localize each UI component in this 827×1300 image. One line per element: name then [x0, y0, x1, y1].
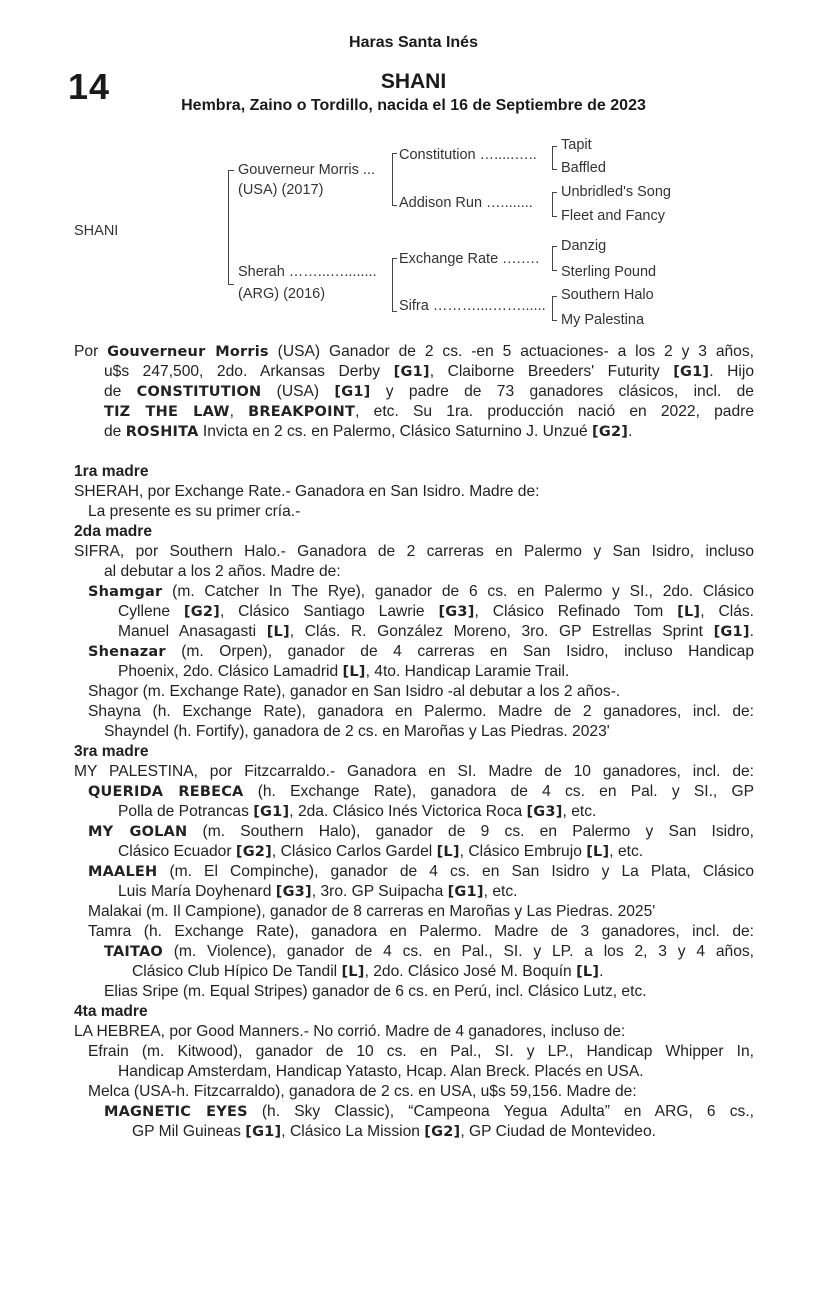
- produce-line: Cyllene [G2], Clásico Santiago Lawrie [G3], Clásico Refinado Tom [L], Clás.: [118, 603, 755, 620]
- produce-line: Luis María Doyhenard [G3], 3ro. GP Suipacha [G1], etc.: [118, 883, 518, 900]
- pedigree-gen3-1: Tapit: [561, 137, 592, 153]
- sire-line: u$s 247,500, 2do. Arkansas Derby [G1], Claiborne Breeders' Futurity [G1]. Hijo: [104, 363, 754, 380]
- bracket-line: [552, 216, 557, 217]
- dam-line: La presente es su primer cría.-: [88, 503, 301, 520]
- pedigree-dam-sire: Exchange Rate ….….: [399, 251, 540, 267]
- produce-line: Shayndel (h. Fortify), ganadora de 2 cs. en Maroñas y Las Piedras. 2023': [104, 723, 610, 740]
- sire-paragraph: [74, 342, 754, 442]
- first-dam-heading: 1ra madre: [74, 463, 149, 480]
- bracket-line: [552, 246, 553, 271]
- produce-line: Efrain (m. Kitwood), ganador de 10 cs. en Pal., SI. y LP., Handicap Whipper In,: [88, 1043, 754, 1060]
- bracket-line: [392, 153, 393, 206]
- produce-line: Shamgar (m. Catcher In The Rye), ganador de 6 cs. en Palermo y SI., 2do. Clásico: [88, 583, 754, 600]
- produce-line: Melca (USA-h. Fitzcarraldo), ganadora de 2 cs. en USA, u$s 59,156. Madre de:: [88, 1083, 637, 1100]
- produce-line: Clásico Ecuador [G2], Clásico Carlos Gardel [L], Clásico Embrujo [L], etc.: [118, 843, 644, 860]
- pedigree-gen3-2: Baffled: [561, 160, 606, 176]
- bracket-line: [228, 170, 229, 285]
- horse-description: Hembra, Zaino o Tordillo, nacida el 16 de Septiembre de 2023: [181, 97, 646, 114]
- fourth-dam-heading: 4ta madre: [74, 1003, 148, 1020]
- bracket-line: [228, 284, 234, 285]
- pedigree-sire-origin: (USA) (2017): [238, 182, 324, 198]
- produce-line: Phoenix, 2do. Clásico Lamadrid [L], 4to. Handicap Laramie Trail.: [118, 663, 570, 680]
- produce-line: MY GOLAN (m. Southern Halo), ganador de 9 cs. en Palermo y San Isidro,: [88, 823, 754, 840]
- dam-line: LA HEBREA, por Good Manners.- No corrió. Madre de 4 ganadores, incluso de:: [74, 1023, 626, 1040]
- bracket-line: [392, 153, 397, 154]
- dam-line: SHERAH, por Exchange Rate.- Ganadora en San Isidro. Madre de:: [74, 483, 540, 500]
- produce-line: Shenazar (m. Orpen), ganador de 4 carreras en San Isidro, incluso Handicap: [88, 643, 754, 660]
- produce-line: Clásico Club Hípico De Tandil [L], 2do. Clásico José M. Boquín [L].: [132, 963, 604, 980]
- produce-line: Manuel Anasagasti [L], Clás. R. González Moreno, 3ro. GP Estrellas Sprint [G1].: [118, 623, 754, 640]
- produce-line: Polla de Potrancas [G1], 2da. Clásico Inés Victorica Roca [G3], etc.: [118, 803, 597, 820]
- pedigree-gen3-4: Fleet and Fancy: [561, 208, 665, 224]
- sire-line: TIZ THE LAW, BREAKPOINT, etc. Su 1ra. producción nació en 2022, padre: [104, 403, 754, 420]
- pedigree-sire: Gouverneur Morris ...: [238, 162, 375, 178]
- bracket-line: [392, 258, 397, 259]
- bracket-line: [228, 170, 234, 171]
- produce-line: GP Mil Guineas [G1], Clásico La Mission [G2], GP Ciudad de Montevideo.: [132, 1123, 656, 1140]
- bracket-line: [552, 192, 557, 193]
- bracket-line: [552, 246, 557, 247]
- bracket-line: [552, 192, 553, 217]
- pedigree-dam: Sherah ……...…........: [238, 264, 377, 280]
- second-dam-heading: 2da madre: [74, 523, 153, 540]
- bracket-line: [552, 296, 553, 321]
- pedigree-gen3-8: My Palestina: [561, 312, 645, 328]
- produce-line: Shagor (m. Exchange Rate), ganador en San Isidro -al debutar a los 2 años-.: [88, 683, 621, 700]
- pedigree-gen3-7: Southern Halo: [561, 287, 654, 303]
- bracket-line: [552, 270, 557, 271]
- produce-line: TAITAO (m. Violence), ganador de 4 cs. en Pal., SI. y LP. a los 2, 3 y 4 años,: [104, 943, 754, 960]
- pedigree-sire-sire: Constitution ….....…..: [399, 147, 537, 163]
- produce-line: MAGNETIC EYES (h. Sky Classic), “Campeona Yegua Adulta” en ARG, 6 cs.,: [104, 1103, 754, 1120]
- produce-line: Shayna (h. Exchange Rate), ganadora en Palermo. Madre de 2 ganadores, incl. de:: [88, 703, 754, 720]
- dam-line: MY PALESTINA, por Fitzcarraldo.- Ganadora en SI. Madre de 10 ganadores, incl. de:: [74, 763, 754, 780]
- bracket-line: [552, 146, 557, 147]
- pedigree-sire-dam: Addison Run …........: [399, 195, 533, 211]
- bracket-line: [552, 320, 557, 321]
- sire-line: Por Gouverneur Morris (USA) Ganador de 2 cs. -en 5 actuaciones- a los 2 y 3 años,: [74, 343, 754, 360]
- breeder-name: Haras Santa Inés: [349, 34, 478, 51]
- pedigree-gen3-6: Sterling Pound: [561, 264, 657, 280]
- pedigree-subject: SHANI: [74, 223, 119, 239]
- third-dam-heading: 3ra madre: [74, 743, 149, 760]
- bracket-line: [392, 311, 397, 312]
- bracket-line: [552, 296, 557, 297]
- pedigree-gen3-3: Unbridled's Song: [561, 184, 671, 200]
- horse-name: SHANI: [380, 70, 447, 93]
- bracket-line: [552, 169, 557, 170]
- produce-line: MAALEH (m. El Compinche), ganador de 4 cs. en San Isidro y La Plata, Clásico: [88, 863, 754, 880]
- dam-section: [74, 462, 754, 1142]
- pedigree-dam-origin: (ARG) (2016): [238, 286, 326, 302]
- bracket-line: [552, 146, 553, 170]
- dam-line: SIFRA, por Southern Halo.- Ganadora de 2 carreras en Palermo y San Isidro, incluso: [74, 543, 754, 560]
- produce-line: Malakai (m. Il Campione), ganador de 8 carreras en Maroñas y Las Piedras. 2025': [88, 903, 656, 920]
- bracket-line: [392, 205, 397, 206]
- produce-line: Tamra (h. Exchange Rate), ganadora en Palermo. Madre de 3 ganadores, incl. de:: [88, 923, 754, 940]
- sire-line: de ROSHITA Invicta en 2 cs. en Palermo, Clásico Saturnino J. Unzué [G2].: [104, 423, 633, 440]
- pedigree-dam-dam: Sifra ………....……......: [399, 298, 546, 314]
- lot-number: 14: [68, 66, 111, 107]
- bracket-line: [392, 258, 393, 312]
- produce-line: Elias Sripe (m. Equal Stripes) ganador de 6 cs. en Perú, incl. Clásico Lutz, etc.: [104, 983, 647, 1000]
- produce-line: QUERIDA REBECA (h. Exchange Rate), ganadora de 4 cs. en Pal. y SI., GP: [88, 783, 754, 800]
- produce-line: Handicap Amsterdam, Handicap Yatasto, Hcap. Alan Breck. Placés en USA.: [118, 1063, 644, 1080]
- dam-line: al debutar a los 2 años. Madre de:: [104, 563, 341, 580]
- sire-line: de CONSTITUTION (USA) [G1] y padre de 73 ganadores clásicos, incl. de: [104, 383, 754, 400]
- pedigree-gen3-5: Danzig: [561, 238, 607, 254]
